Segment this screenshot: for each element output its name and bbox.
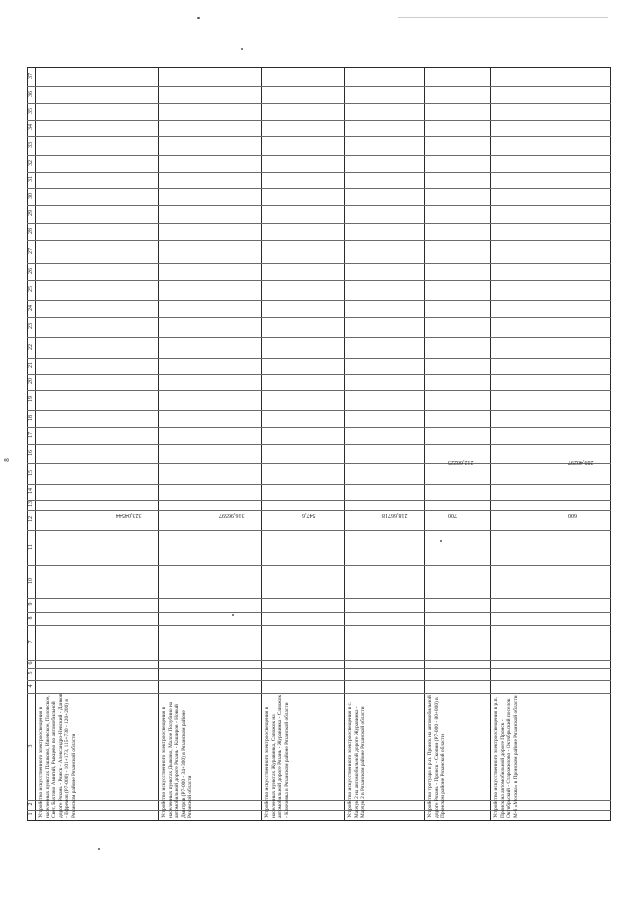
column-boundary-line <box>27 240 611 241</box>
column-boundary-line <box>27 598 611 599</box>
column-number-label: 30 <box>28 192 34 199</box>
table-border-bottom <box>27 820 611 821</box>
column-number-label: 1 <box>28 812 34 816</box>
column-boundary-line <box>27 800 611 801</box>
column-boundary-line <box>27 625 611 626</box>
column-boundary-line <box>27 427 611 428</box>
column-boundary-line <box>27 612 611 613</box>
column-11-value: 547,6 <box>302 512 316 518</box>
column-boundary-line <box>27 223 611 224</box>
column-boundary-line <box>27 444 611 445</box>
column-11-value: 218,66718 <box>382 512 408 518</box>
column-11-value: 316,96597 <box>219 512 245 518</box>
column-number-label: 2 <box>28 802 34 806</box>
row-description: Устройство искусственного электроосвещения в р.п. Пронск на автомобильной дороге Пронск - Октябрьский - Старожилово - Октябрьский поселок М-6 «Москва» в Пронском районе Рязанской области <box>493 695 519 818</box>
column-boundary-line <box>27 358 611 359</box>
column-number-label: 12 <box>28 516 34 522</box>
column-boundary-line <box>27 660 611 661</box>
column-boundary-line <box>27 510 611 511</box>
page-marker: 8 <box>2 458 11 462</box>
column-number-label: 25 <box>28 286 34 292</box>
scan-speck <box>440 540 442 542</box>
column-boundary-line <box>27 463 611 464</box>
column-boundary-line <box>27 136 611 137</box>
row-description: Устройство искусственного электроосвещения в населенных пунктах Дьяково, Малое Полубино на автомобильной дороге Рязань - Каширов - Новый Дмитров (Р7-000 - 34+300) в Рязанском районе Рязанской области <box>161 701 194 818</box>
column-number-label: 24 <box>28 304 34 311</box>
column-11-value: 600 <box>568 512 577 518</box>
column-number-label: 15 <box>28 469 34 476</box>
column-number-label: 32 <box>28 159 34 166</box>
column-number-label: 23 <box>28 323 34 329</box>
column-boundary-line <box>27 103 611 104</box>
column-boundary-line <box>27 120 611 121</box>
column-boundary-line <box>27 205 611 206</box>
column-number-label: 8 <box>28 616 34 619</box>
column-14-value: 289,40297 <box>568 459 594 465</box>
column-boundary-line <box>27 530 611 531</box>
column-number-label: 33 <box>28 141 34 148</box>
column-number-label: 10 <box>28 577 34 584</box>
column-number-label: 19 <box>28 396 34 402</box>
column-number-label: 37 <box>28 72 34 79</box>
table-border-top <box>27 67 611 68</box>
column-number-label: 4 <box>28 684 34 687</box>
column-number-label: 13 <box>28 501 34 507</box>
column-number-label: 20 <box>28 378 34 384</box>
column-boundary-line <box>27 484 611 485</box>
column-boundary-line <box>27 410 611 411</box>
column-boundary-line <box>27 390 611 391</box>
column-boundary-line <box>27 668 611 669</box>
row-description: Устройство искусственного электроосвещения в с. Марчук 2 на автомобильной дороге Журавинка - Марчук 2 в Рязанском районе Рязанской области <box>347 701 367 818</box>
column-number-label: 27 <box>28 247 34 254</box>
column-number-label: 34 <box>28 124 34 130</box>
column-number-label: 14 <box>28 488 34 494</box>
scan-header-mark <box>398 17 608 18</box>
column-boundary-line <box>27 317 611 318</box>
column-number-label: 28 <box>28 227 34 234</box>
row-description: Устройство искусственного электроосвещения в населенных пунктах Журавинка, Сапожок на автомобильной дороге Рязань - Журавинка - Сапожок - Ключевка в Рязанском районе Рязанской области <box>264 694 290 818</box>
column-number-label: 16 <box>28 449 34 456</box>
column-boundary-line <box>27 500 611 501</box>
column-number-label: 21 <box>28 362 34 368</box>
column-boundary-line <box>27 337 611 338</box>
column-boundary-line <box>27 810 611 811</box>
column-boundary-line <box>27 86 611 87</box>
column-number-label: 22 <box>28 343 34 350</box>
scan-speck <box>197 17 200 19</box>
column-number-label: 17 <box>28 431 34 438</box>
column-boundary-line <box>27 263 611 264</box>
column-number-label: 26 <box>28 267 34 274</box>
column-boundary-line <box>27 565 611 566</box>
column-boundary-line <box>27 172 611 173</box>
column-number-label: 29 <box>28 210 34 216</box>
column-number-label: 11 <box>28 543 34 550</box>
scan-speck <box>232 614 234 616</box>
scan-speck <box>98 848 100 850</box>
column-number-label: 35 <box>28 107 34 114</box>
column-number-label: 6 <box>28 661 34 665</box>
column-boundary-line <box>27 693 611 694</box>
scan-speck <box>241 48 243 50</box>
row-description: Устройство искусственного электроосвещения в населенных пунктах Пашково, Ижевское, Половское, Свет, Бахтово Амигий, Рыкцево по автомобильной дороге Рязань - Ряжск - Александро-Невский - Данков - Ефремов (Р7-000) - 101+173, 115+730 - 120+200) в Рязанском районе Рязанской области <box>38 693 77 818</box>
column-boundary-line <box>27 188 611 189</box>
column-boundary-line <box>27 374 611 375</box>
column-boundary-line <box>27 300 611 301</box>
column-boundary-line <box>27 680 611 681</box>
column-boundary-line <box>27 155 611 156</box>
column-11-value: 323,04544 <box>116 512 142 518</box>
column-number-label: 31 <box>28 176 34 182</box>
column-number-label: 5 <box>28 671 34 675</box>
column-11-value: 700 <box>448 512 457 518</box>
column-boundary-line <box>27 280 611 281</box>
column-number-label: 9 <box>28 602 34 606</box>
row-description: Устройство тротуара в р.п. Пронск на автомобильной дороге Рязань - Пронск - Скопин (Р7-000 - 80+000) в Пронском районе Рязанской области <box>427 695 447 818</box>
column-number-label: 18 <box>28 414 34 421</box>
column-number-label: 7 <box>28 640 34 643</box>
column-number-label: 36 <box>28 90 34 97</box>
column-number-label: 3 <box>28 744 34 747</box>
column-14-value: 212,60225 <box>448 459 474 465</box>
